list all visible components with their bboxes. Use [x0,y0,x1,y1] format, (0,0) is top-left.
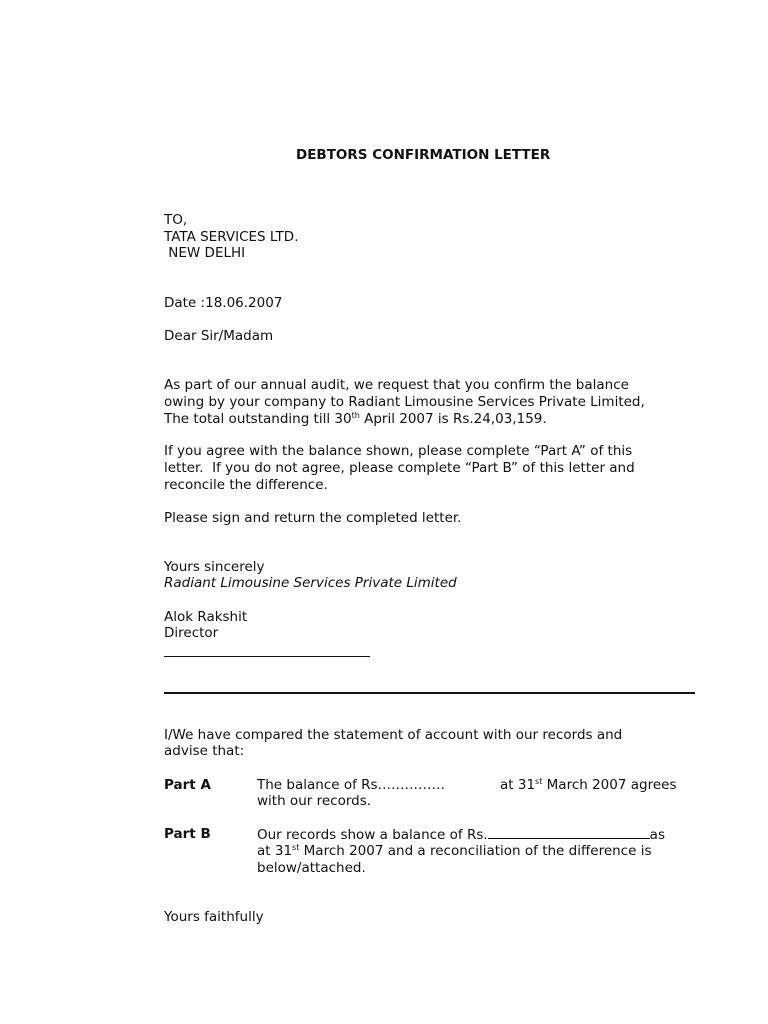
letter-title: DEBTORS CONFIRMATION LETTER [296,147,551,163]
part-a-line1-pre: The balance of Rs…………… [257,777,446,793]
para1-line2: owing by your company to Radiant Limousine Services Private Limited, [164,394,645,410]
part-b-line2: at 31st March 2007 and a reconciliation of the difference is [257,843,652,859]
part-a-label: Part A [164,777,211,793]
signature-line [164,656,370,657]
para2-line2: letter. If you do not agree, please complete “Part B” of this letter and [164,460,635,476]
para2-line1: If you agree with the balance shown, please complete “Part A” of this [164,443,633,459]
para1-line3: The total outstanding till 30th April 2007 is Rs.24,03,159. [164,411,547,427]
part-b-amount-blank [488,826,650,839]
part-b-line3: below/attached. [257,860,366,876]
date-line: Date :18.06.2007 [164,295,283,311]
part-a-line1-post: at 31st March 2007 agrees [500,777,677,793]
signatory-name: Alok Rakshit [164,609,248,625]
signatory-designation: Director [164,625,219,641]
para2-line3: reconcile the difference. [164,477,328,493]
reply-intro-line2: advise that: [164,743,245,759]
address-company: TATA SERVICES LTD. [164,229,299,245]
closing-company: Radiant Limousine Services Private Limited [164,575,457,591]
reply-intro-line1: I/We have compared the statement of account with our records and [164,727,623,743]
section-divider [164,692,695,694]
part-b-line1: Our records show a balance of Rs. as [257,827,665,843]
part-b-label: Part B [164,826,211,842]
reply-closing: Yours faithfully [164,909,264,925]
closing-yours: Yours sincerely [164,559,265,575]
salutation: Dear Sir/Madam [164,328,274,344]
address-city: NEW DELHI [164,245,246,261]
para1-line1: As part of our annual audit, we request that you confirm the balance [164,377,629,393]
part-a-line2: with our records. [257,793,372,809]
para3: Please sign and return the completed letter. [164,510,462,526]
address-to: TO, [164,212,188,228]
